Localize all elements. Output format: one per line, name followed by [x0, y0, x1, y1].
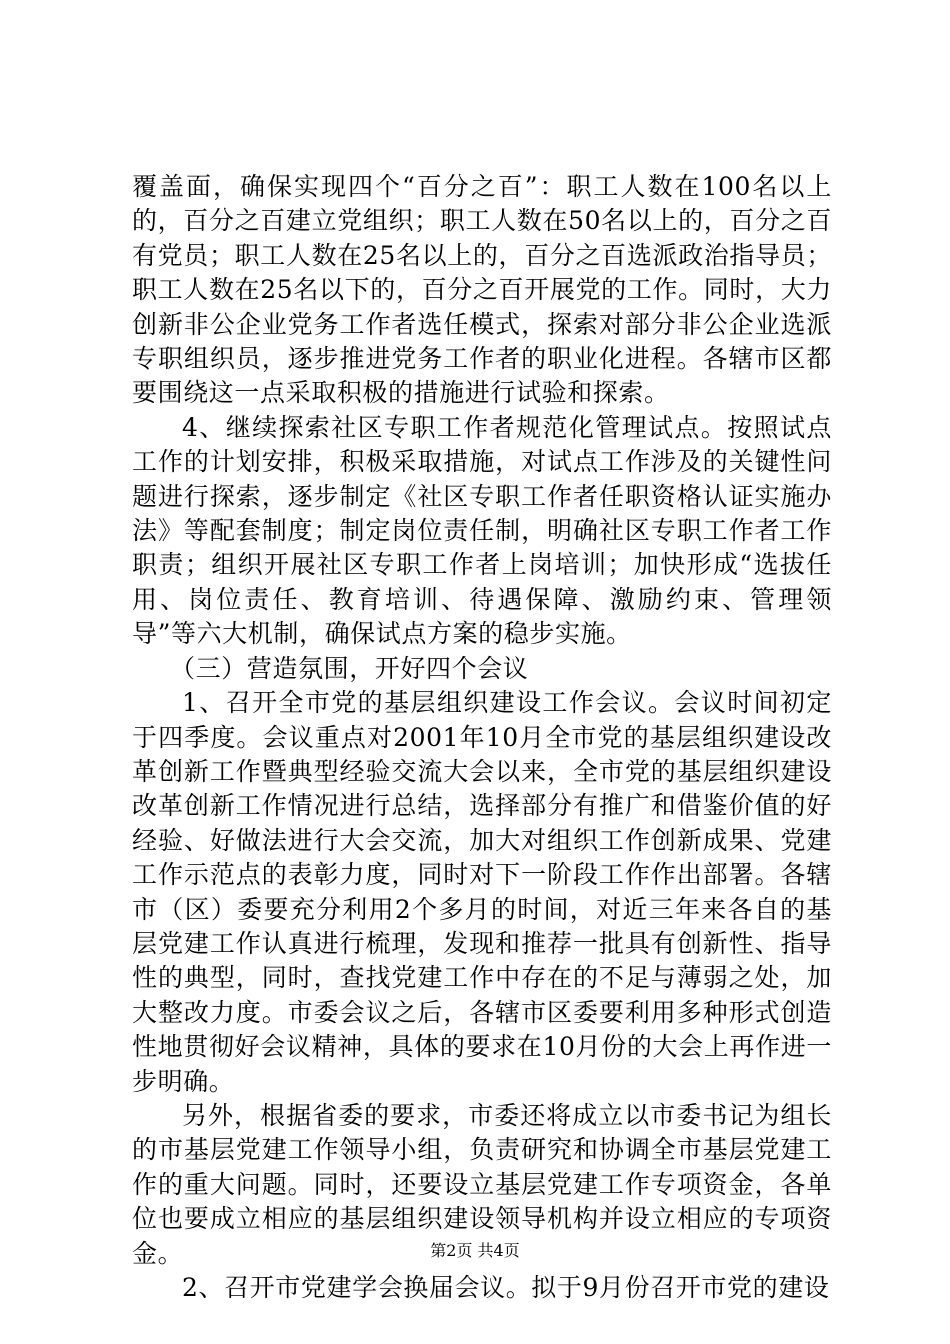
paragraph-item-4: 4、继续探索社区专职工作者规范化管理试点。按照试点工作的计划安排，积极采取措施，对试点工作涉及的关键性问题进行探索，逐步制定《社区专职工作者任职资格认证实施办法》等配套制度；制定岗位责任制，明确社区专职工作者工作职责；组织开展社区专职工作者上岗培训；加快形成“选拔任用、岗位责任、教育培训、待遇保障、激励约束、管理领导”等六大机制，确保试点方案的稳步实施。 [132, 412, 832, 649]
page-number: 第2页 共4页 [430, 1241, 520, 1260]
paragraph-item-2: 2、召开市党建学会换届会议。拟于9月份召开市党的建设 [182, 1273, 830, 1302]
paragraph-continuation: 覆盖面，确保实现四个“百分之百”：职工人数在100名以上的，百分之百建立党组织；职工人数在50名以上的，百分之百有党员；职工人数在25名以上的，百分之百选派政治指导员；职工人数在25名以下的，百分之百开展党的工作。同时，大力创新非公企业党务工作者选任模式，探索对部分非公企业选派专职组织员，逐步推进党务工作者的职业化进程。各辖市区都要围绕这一点采取积极的措施进行试验和探索。 [132, 172, 832, 408]
paragraph-item-1: 1、召开全市党的基层组织建设工作会议。会议时间初定于四季度。会议重点对2001年10月全市党的基层组织建设改革创新工作暨典型经验交流大会以来，全市党的基层组织建设改革创新工作情况进行总结，选择部分有推广和借鉴价值的好经验、好做法进行大会交流，加大对组织工作创新成果、党建工作示范点的表彰力度，同时对下一阶段工作作出部署。各辖市（区）委要充分利用2个多月的时间，对近三年来各自的基层党建工作认真进行梳理，发现和推荐一批具有创新性、指导性的典型，同时，查找党建工作中存在的不足与薄弱之处，加大整改力度。市委会议之后，各辖市区委要利用多种形式创造性地贯彻好会议精神，具体的要求在10月份的大会上再作进一步明确。 [132, 688, 832, 1096]
paragraph-additional: 另外，根据省委的要求，市委还将成立以市委书记为组长的市基层党建工作领导小组，负责研究和协调全市基层党建工作的重大问题。同时，还要设立基层党建工作专项资金，各单位也要成立相应的基层组织建设领导机构并设立相应的专项资金。 [132, 1100, 832, 1268]
section-heading: （三）营造氛围，开好四个会议 [170, 653, 529, 683]
page-footer [0, 1241, 950, 1261]
document-body [132, 170, 832, 1305]
